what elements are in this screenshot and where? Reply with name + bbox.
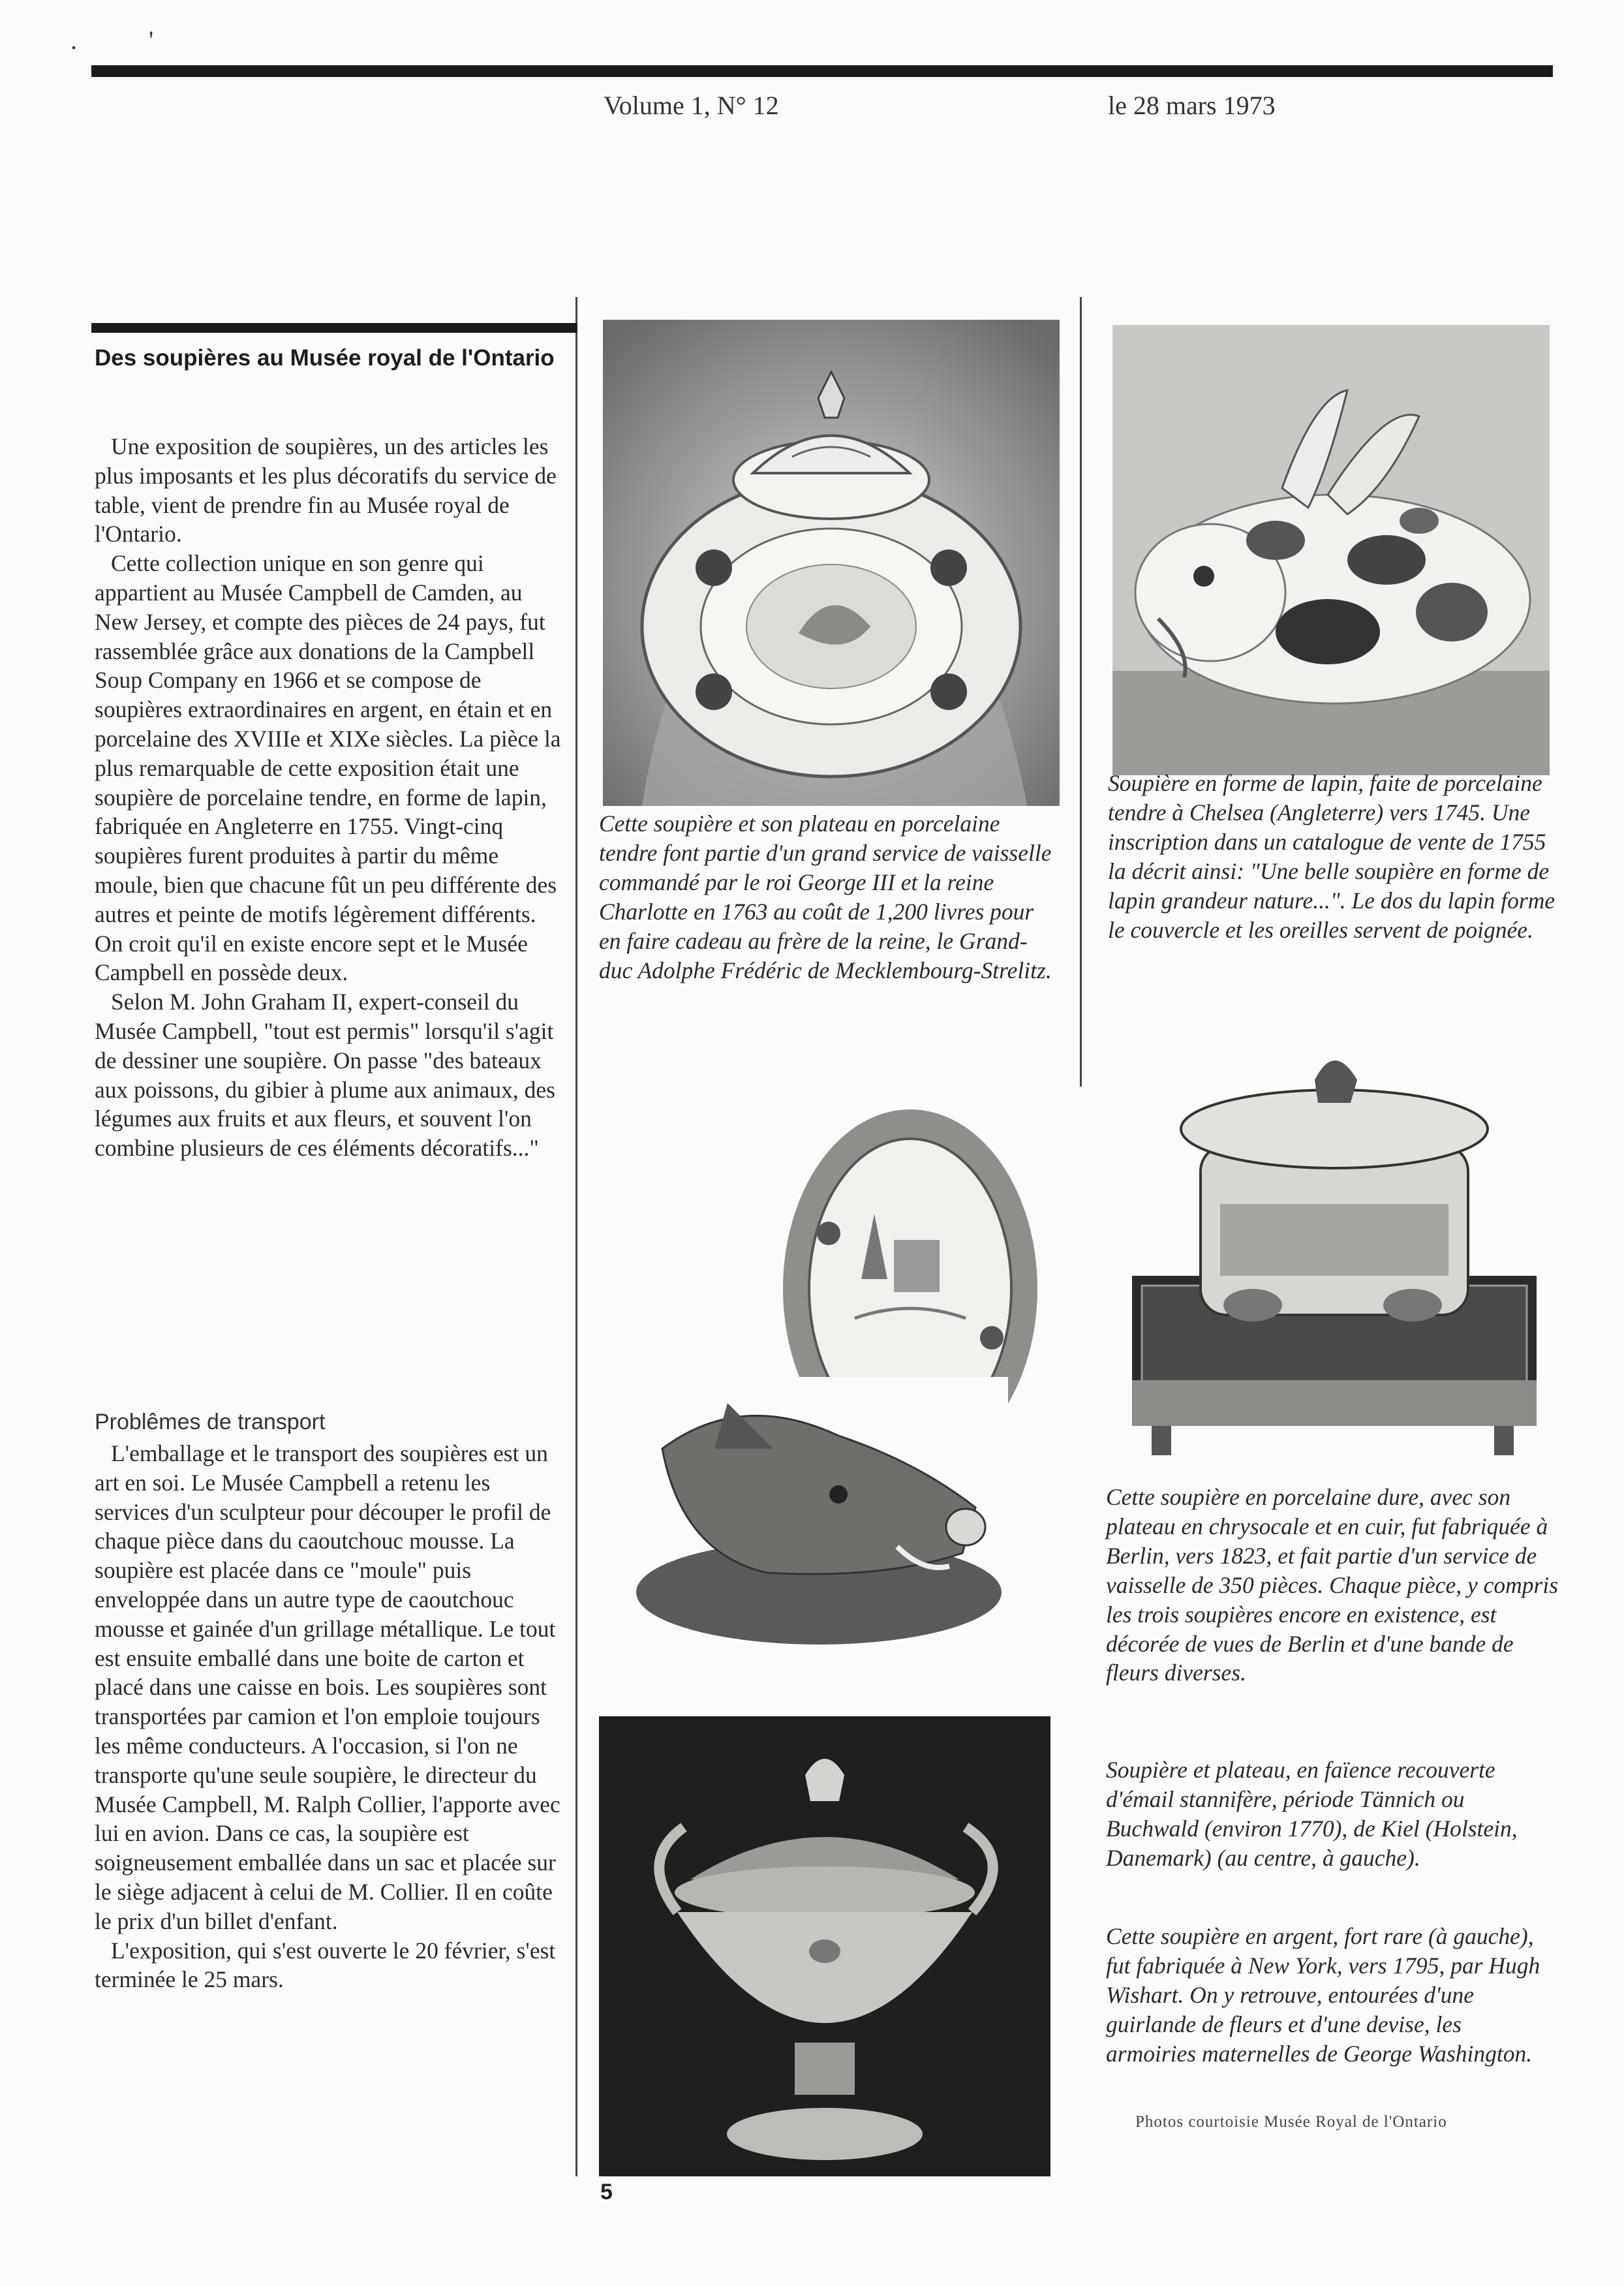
caption-silver-tureen: Cette soupière en argent, fort rare (à gauche), fut fabriquée à New York, vers 1795, par Hugh Wishart. On y retrouve, entourées d'une guirlande de fleurs et d'une devise, les armoiries maternelles de George Washington.: [1106, 1923, 1540, 2067]
caption-boar-tureen: Soupière et plateau, en faïence recouverte d'émail stannifère, période Tännich ou Buchwald (environ 1770), de Kiel (Holstein, Danemark) (au centre, à gauche).: [1106, 1757, 1518, 1871]
paragraph-transport: L'emballage et le transport des soupières est un art en soi. Le Musée Campbell a retenu les services d'un sculpteur pour découper le profil de chaque pièce dans du caoutchouc mousse. La soupière est placée dans ce "moule" puis enveloppée dans un autre type de caoutchouc mousse et gainée d'un grillage métallique. Le tout est ensuite emballé dans une boite de carton et placé dans une caisse en bois. Les soupières sont transportées par camion et l'on emploie toujours les même conducteurs. A l'occasion, si l'on ne transporte qu'une seule soupière, le directeur du Musée Campbell, M. Ralph Collier, l'apporte avec lui en avion. Dans ce cas, la soupière est soigneusement emballée dans un sac et placée sur le siège adjacent à celui de M. Collier. Il en coûte le prix d'un billet d'enfant.: [95, 1440, 560, 1934]
photo-rabbit-tureen: [1112, 325, 1550, 775]
paragraph-dates: L'exposition, qui s'est ouverte le 20 février, s'est terminée le 25 mars.: [95, 1937, 556, 1993]
page-number: 5: [600, 2180, 613, 2204]
column-divider-right: [1080, 297, 1082, 1087]
caption-royal-tureen: Cette soupière et son plateau en porcelaine tendre font partie d'un grand service de vaisselle commandé par le roi George III et la reine Charlotte en 1763 au coût de 1,200 livres pour en faire cadeau au frère de la reine, le Grand-duc Adolphe Frédéric de Mecklembourg-Strelitz.: [599, 811, 1052, 983]
caption-rabbit-tureen: Soupière en forme de lapin, faite de porcelaine tendre à Chelsea (Angleterre) vers 1745. Une inscription dans un catalogue de vente de 1755 la décrit ainsi: "Une belle soupière en forme de lapin grandeur nature...". Le dos du lapin forme le couvercle et les oreilles servent de poignée.: [1108, 770, 1555, 943]
paragraph-graham: Selon M. John Graham II, expert-conseil du Musée Campbell, "tout est permis" lorsqu'il s'agit de dessiner une soupière. On passe "des bateaux aux poissons, du gibier à plume aux animaux, des légumes aux fruits et aux fleurs, et souvent l'on combine plusieurs de ces éléments décoratifs...": [95, 989, 555, 1162]
article-body: [95, 432, 564, 1163]
paragraph-intro: Une exposition de soupières, un des articles les plus imposants et les plus décoratifs du service de table, vient de prendre fin au Musée royal de l'Ontario.: [95, 433, 557, 548]
column-divider-left: [575, 297, 577, 2176]
volume-number: Volume 1, N° 12: [604, 91, 779, 120]
photo-berlin-tureen: [1116, 1041, 1550, 1465]
paragraph-collection: Cette collection unique en son genre qui appartient au Musée Campbell de Camden, au New Jersey, et compte des pièces de 24 pays, fut rassemblée grâce aux donations de la Campbell Soup Company en 1966 et se compose de soupières extraordinaires en argent, en étain et en porcelaine des XVIIIe et XIXe siècles. La pièce la plus remarquable de cette exposition était une soupière de porcelaine tendre, en forme de lapin, fabriquée en Angleterre en 1755. Vingt-cinq soupières furent produites à partir du même moule, bien que chacune fût un peu différente des autres et peinte de motifs légèrement différents. On croit qu'il en existe encore sept et le Musée Campbell en possède deux.: [95, 550, 561, 986]
article-body-transport: [95, 1439, 564, 1994]
issue-date: le 28 mars 1973: [1108, 91, 1276, 120]
photo-royal-tureen: [603, 320, 1060, 806]
article-title: Des soupières au Musée royal de l'Ontario: [95, 345, 555, 371]
section-rule: [91, 323, 577, 333]
subheading-transport: Problêmes de transport: [95, 1410, 326, 1434]
photo-boar-tureen: [623, 1377, 1008, 1658]
caption-berlin-tureen: Cette soupière en porcelaine dure, avec son plateau en chrysocale et en cuir, fut fabriquée à Berlin, vers 1823, et fait partie d'un service de vaisselle de 350 pièces. Chaque pièce, y compris les trois soupières encore en existence, est décorée de vues de Berlin et d'une bande de fleurs diverses.: [1106, 1484, 1559, 1686]
top-rule: [91, 65, 1553, 77]
photo-credit: Photos courtoisie Musée Royal de l'Ontario: [1135, 2113, 1447, 2131]
corner-marks: . ': [70, 25, 187, 55]
photo-silver-tureen: [599, 1716, 1050, 2176]
